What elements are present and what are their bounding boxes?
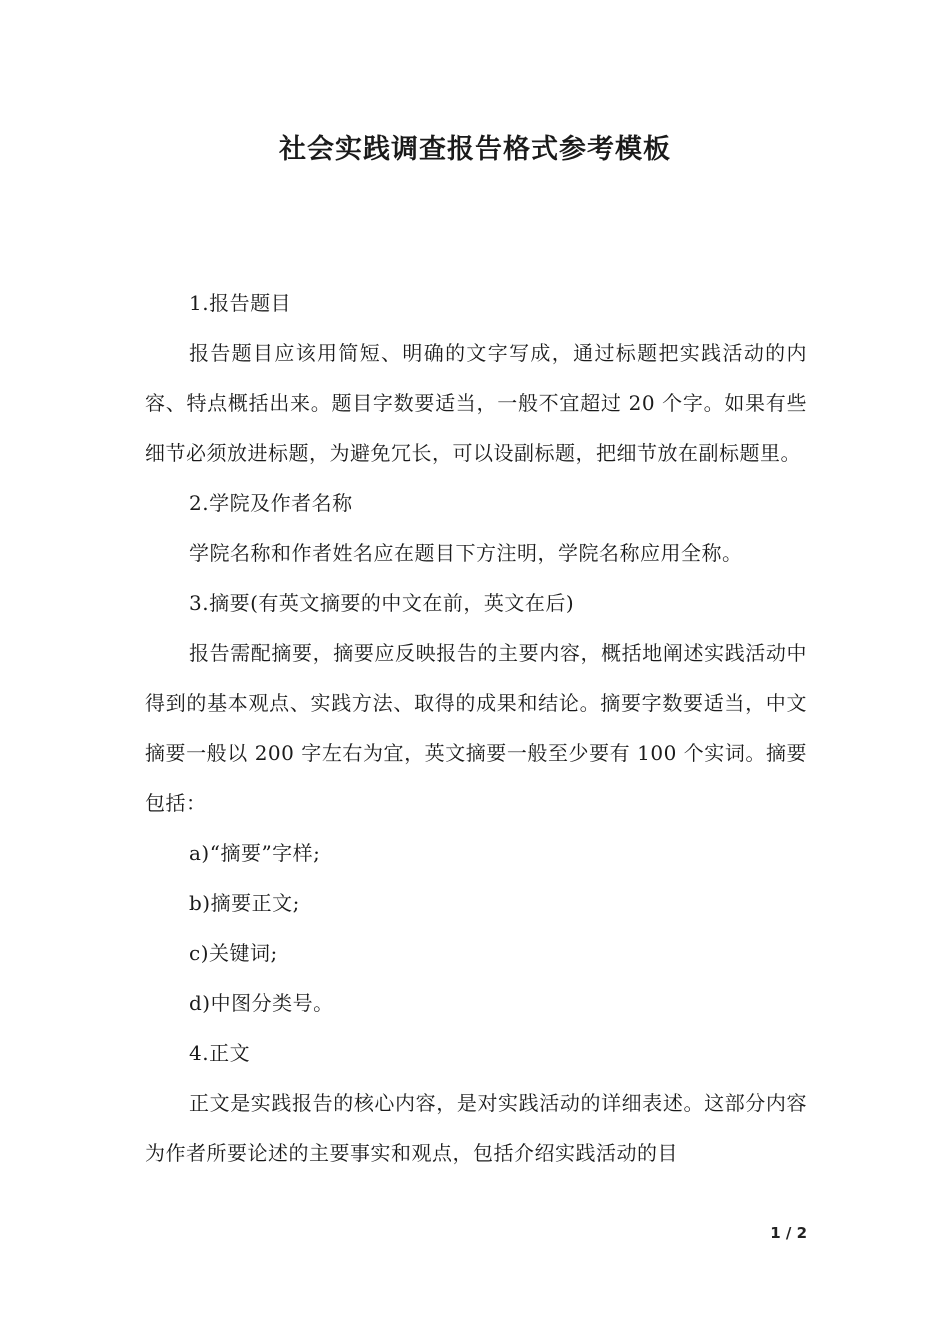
heading-abstract: 3.摘要(有英文摘要的中文在前，英文在后) <box>189 591 575 615</box>
list-item-d: d)中图分类号。 <box>189 991 334 1015</box>
paragraph-abstract: 报告需配摘要，摘要应反映报告的主要内容，概括地阐述实践活动中得到的基本观点、实践方法、取得的成果和结论。摘要字数要适当，中文摘要一般以 200 字左右为宜，英文摘要一般至少要有 100 个实词。摘要包括： <box>145 641 807 815</box>
page-number: 1 / 2 <box>770 1224 807 1242</box>
heading-report-title: 1.报告题目 <box>189 291 292 315</box>
paragraph-main-body: 正文是实践报告的核心内容，是对实践活动的详细表述。这部分内容为作者所要论述的主要事实和观点，包括介绍实践活动的目 <box>145 1091 807 1165</box>
heading-college-author: 2.学院及作者名称 <box>189 491 353 515</box>
paragraph-report-title: 报告题目应该用简短、明确的文字写成，通过标题把实践活动的内容、特点概括出来。题目字数要适当，一般不宜超过 20 个字。如果有些细节必须放进标题，为避免冗长，可以设副标题，把细节放在副标题里。 <box>145 341 807 465</box>
document-body <box>145 278 807 1178</box>
heading-main-body: 4.正文 <box>189 1041 251 1065</box>
list-item-a: a)“摘要”字样; <box>189 841 321 865</box>
document-title: 社会实践调查报告格式参考模板 <box>279 134 671 165</box>
list-item-c: c)关键词; <box>189 941 278 965</box>
list-item-b: b)摘要正文; <box>189 891 300 915</box>
paragraph-college-author: 学院名称和作者姓名应在题目下方注明，学院名称应用全称。 <box>189 541 743 565</box>
